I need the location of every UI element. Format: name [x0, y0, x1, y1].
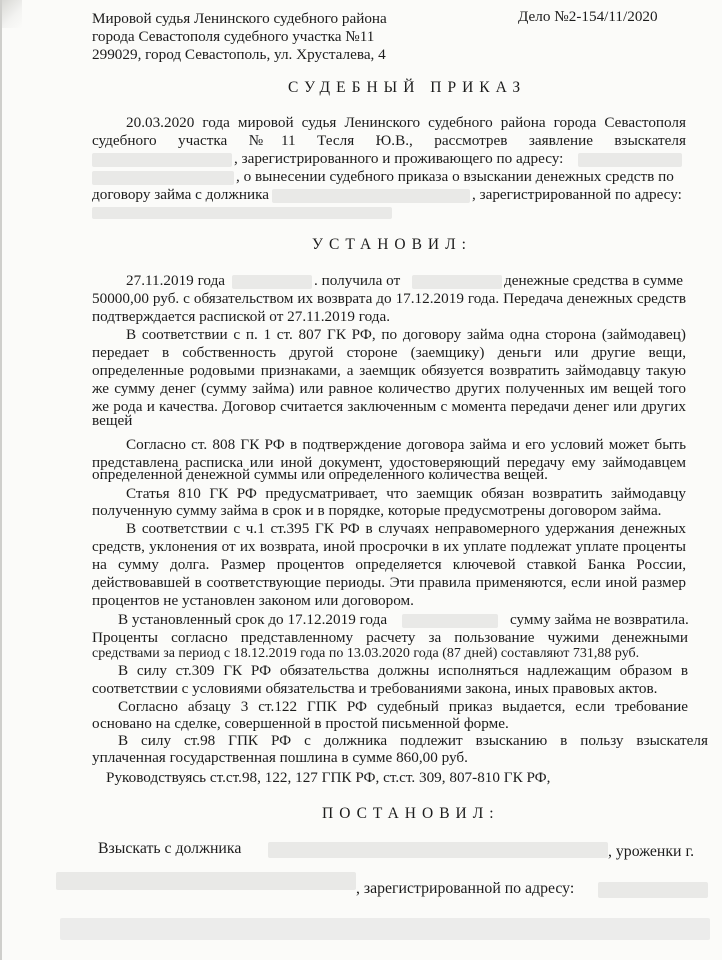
- redacted-debtor-name: [272, 189, 470, 203]
- ruled-heading: ПОСТАНОВИЛ:: [322, 805, 500, 822]
- established-line-29: Руководствуясь ст.ст.98, 122, 127 ГПК РФ, ст.ст. 309, 807-810 ГК РФ,: [106, 769, 551, 786]
- redacted-birthplace: [56, 872, 356, 890]
- court-name-line-2: города Севастополя судебного участка №11: [92, 28, 375, 45]
- established-line-10: Согласно ст. 808 ГК РФ в подтверждение договора займа и его условий может быть: [126, 436, 686, 453]
- page-edge: [0, 0, 2, 960]
- established-line-22: средствами за период с 18.12.2019 года по 13.03.2020 года (87 дней) составляют 731,88 руб.: [92, 646, 640, 661]
- redacted-debtor-name-2: [232, 275, 312, 289]
- redacted-debtor-address: [92, 207, 392, 219]
- established-line-14: полученную сумму займа в срок и в порядке, которые предусмотрены договором займа.: [92, 502, 662, 519]
- established-line-24: соответствии с условиями обязательства и требованиями закона, иных правовых актов.: [92, 680, 658, 697]
- established-line-16: средств, уклонения от их возврата, иной просрочки в их уплате подлежат уплате проценты: [92, 538, 686, 555]
- established-line-1c: денежные средства в сумме: [504, 272, 684, 289]
- established-line-12: определенной денежной суммы или определенного количества вещей.: [92, 466, 548, 483]
- established-line-26: основано на сделке, совершенной в простой письменной форме.: [92, 715, 509, 732]
- redacted-claimant-address: [578, 153, 682, 167]
- established-line-3: подтверждается распиской от 27.11.2019 года.: [92, 308, 390, 325]
- established-line-1b: . получила от: [314, 272, 401, 289]
- established-line-23: В силу ст.309 ГК РФ обязательства должны исполняться надлежащим образом в: [118, 662, 688, 679]
- intro-line-5: договору займа с должника: [92, 186, 269, 203]
- established-line-13: Статья 810 ГК РФ предусматривает, что заемщик обязан возвратить займодавцу: [126, 485, 686, 502]
- established-line-25: Согласно абзацу 3 ст.122 ГПК РФ судебный приказ выдается, если требование: [118, 698, 688, 715]
- redacted-final-line: [60, 918, 710, 940]
- established-line-1a: 27.11.2019 года: [126, 272, 226, 289]
- ruled-line-2: , зарегистрированной по адресу:: [356, 880, 575, 897]
- established-line-7: же сумму денег (сумму займа) или равное количество других полученных им вещей того: [92, 380, 686, 397]
- ruled-line-1b: , уроженки г.: [608, 843, 695, 860]
- intro-line-6: , зарегистрированной по адресу:: [472, 186, 682, 203]
- established-heading: УСТАНОВИЛ:: [312, 236, 472, 253]
- established-line-11: представлена расписка или иной документ, удостоверяющий передачу ему займодавцем: [92, 454, 686, 471]
- redacted-claimant-name: [92, 153, 232, 167]
- established-line-19: процентов не установлен законом или договором.: [92, 592, 414, 609]
- page-fold-corner: [0, 0, 22, 28]
- intro-line-4: , о вынесении судебного приказа о взыскании денежных средств по: [236, 168, 674, 185]
- intro-line-2: судебного участка №11 Тесля Ю.В., рассмотрев заявление взыскателя: [92, 132, 686, 149]
- established-line-9: вещей: [92, 412, 133, 429]
- established-line-18: действовавшей в соответствующие периоды. Эти правила применяются, если иной размер: [92, 574, 686, 591]
- intro-line-1: 20.03.2020 года мировой судья Ленинского судебного района города Севастополя: [126, 114, 686, 131]
- court-address: 299029, город Севастополь, ул. Хрусталева, 4: [92, 46, 386, 63]
- intro-line-3: , зарегистрированного и проживающего по адресу:: [234, 150, 564, 167]
- redacted-claimant-address-cont: [92, 171, 234, 185]
- redacted-debtor-name-3: [402, 614, 498, 628]
- established-line-20a: В установленный срок до 17.12.2019 года: [118, 611, 388, 628]
- established-line-15: В соответствии с ч.1 ст.395 ГК РФ в случаях неправомерного удержания денежных: [126, 520, 686, 537]
- established-line-21: Проценты согласно представленному расчету за пользование чужими денежными: [92, 629, 688, 646]
- established-line-17: на сумму долга. Размер процентов определяется ключевой ставкой Банка России,: [92, 556, 686, 573]
- document-title: СУДЕБНЫЙ ПРИКАЗ: [288, 79, 527, 96]
- established-line-28: уплаченная государственная пошлина в сумме 860,00 руб.: [92, 749, 468, 766]
- ruled-line-1a: Взыскать с должника: [98, 840, 242, 857]
- established-line-20b: сумму займа не возвратила.: [510, 611, 689, 628]
- established-line-27: В силу ст.98 ГПК РФ с должника подлежит взысканию в пользу взыскателя: [118, 732, 708, 749]
- established-line-2: 50000,00 руб. с обязательством их возврата до 17.12.2019 года. Передача денежных средств: [92, 290, 686, 307]
- established-line-5: передает в собственность другой стороне (заемщику) деньги или другие вещи,: [92, 344, 686, 361]
- established-line-6: определенные родовыми признаками, а заемщик обязуется возвратить займодавцу такую: [92, 362, 686, 379]
- court-name-line-1: Мировой судья Ленинского судебного района: [92, 10, 387, 27]
- established-line-4: В соответствии с п. 1 ст. 807 ГК РФ, по договору займа одна сторона (займодавец): [126, 326, 686, 343]
- redacted-debtor-address-2: [598, 882, 708, 898]
- case-number: Дело №2-154/11/2020: [518, 8, 658, 25]
- redacted-claimant-name-2: [412, 275, 502, 289]
- redacted-debtor-name-4: [268, 842, 608, 858]
- established-line-8: же рода и качества. Договор считается заключенным с момента передачи денег или других: [92, 398, 686, 415]
